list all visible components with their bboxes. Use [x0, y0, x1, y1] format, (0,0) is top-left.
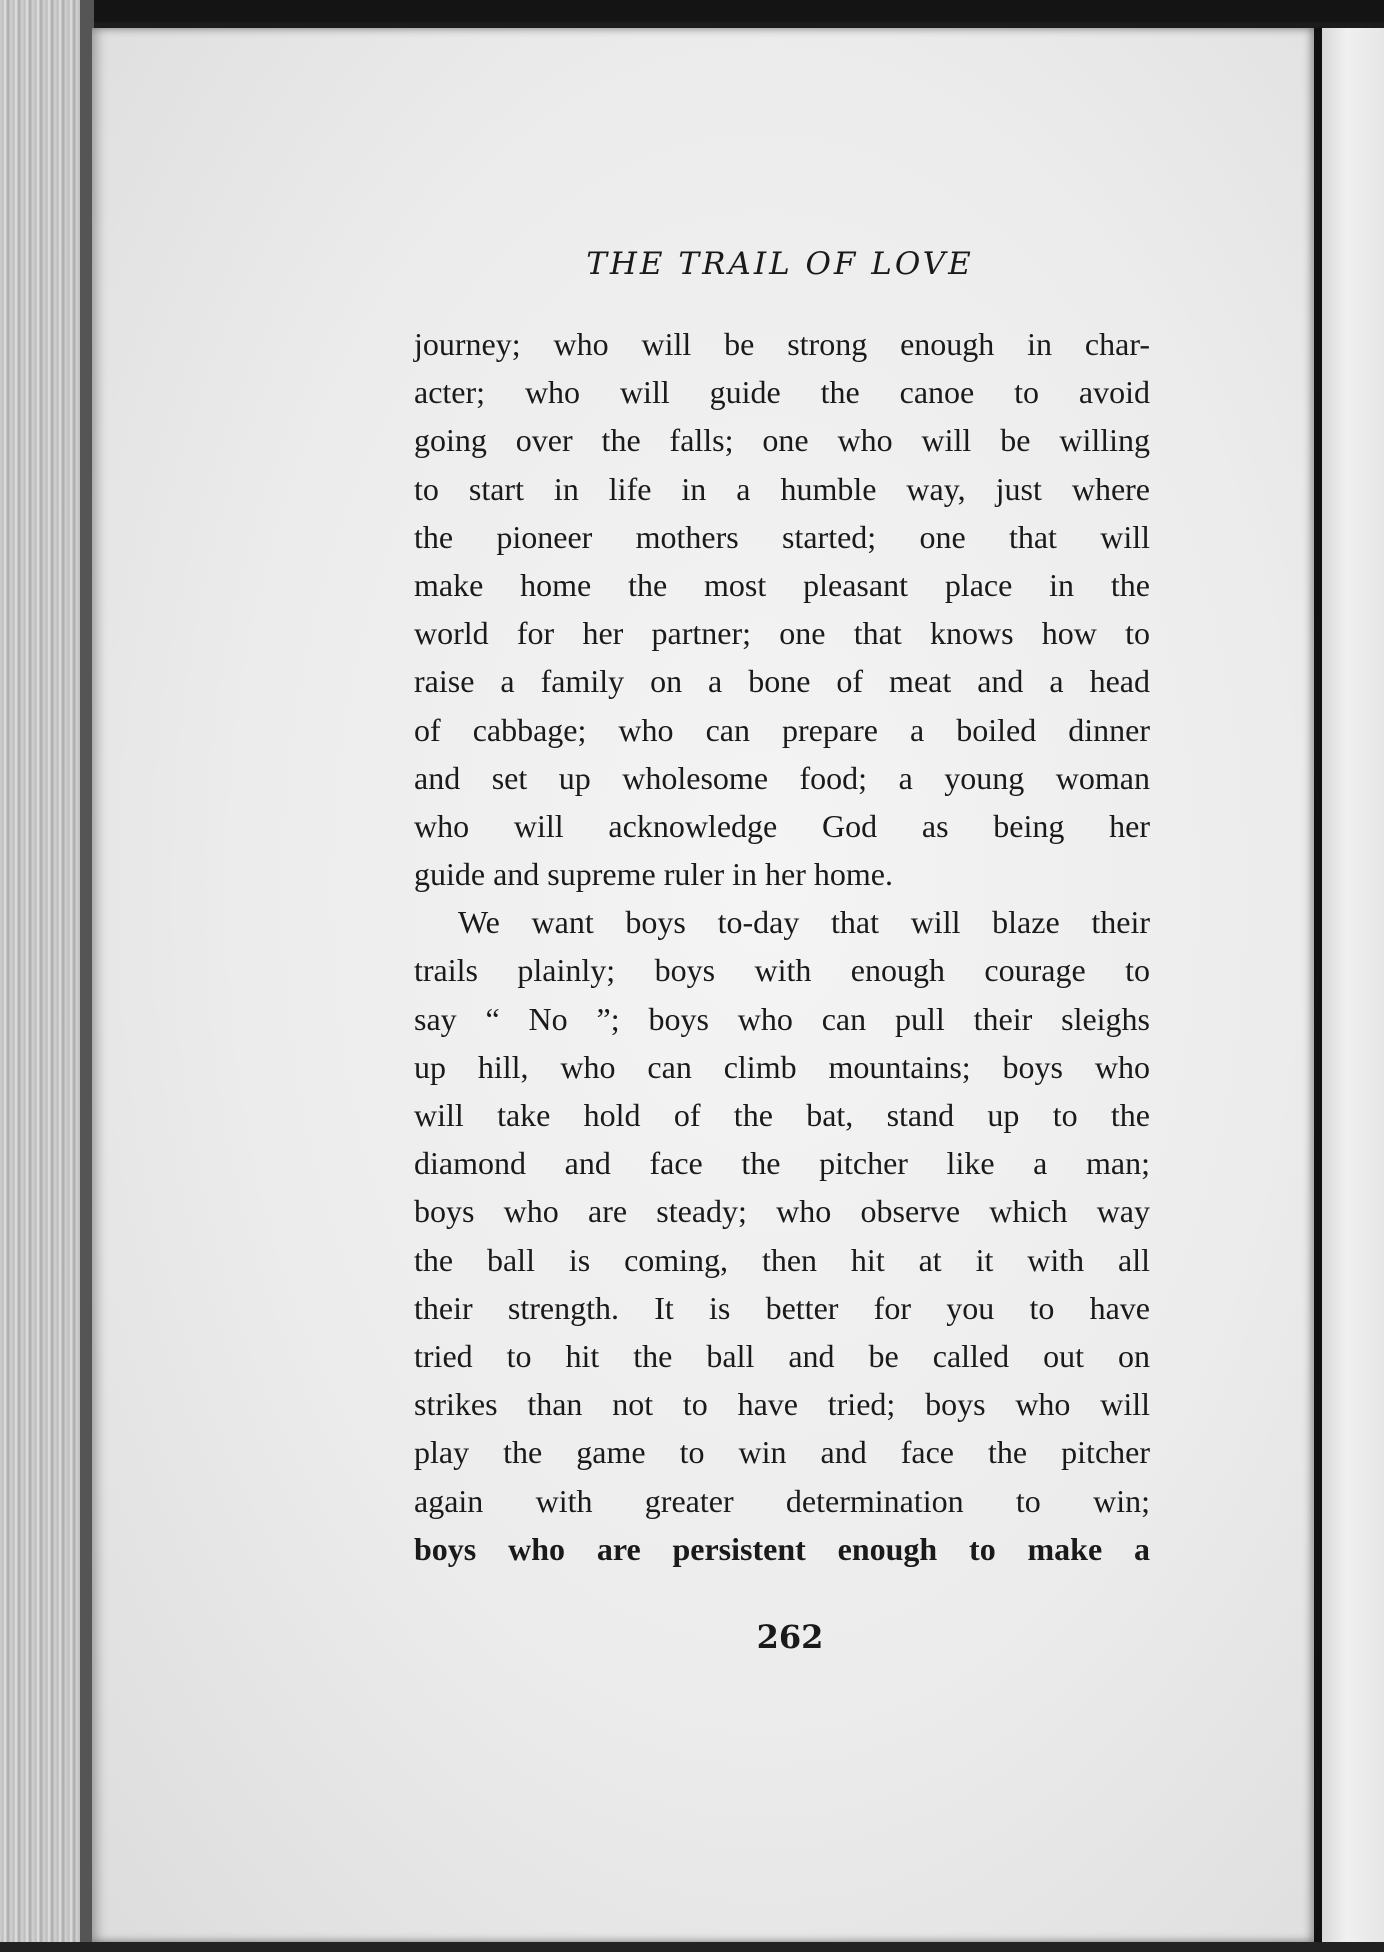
- text-line: to start in life in a humble way, just where: [414, 470, 1150, 507]
- text-line: going over the falls; one who will be willing: [414, 422, 1150, 459]
- text-line: will take hold of the bat, stand up to the: [414, 1097, 1150, 1133]
- text-line: trails plainly; boys with enough courage to: [414, 952, 1150, 989]
- text-line: again with greater determination to win;: [414, 1482, 1150, 1519]
- text-line: of cabbage; who can prepare a boiled dinner: [414, 711, 1150, 748]
- text-line: and set up wholesome food; a young woman: [414, 759, 1150, 796]
- text-line: boys who are persistent enough to make a: [414, 1530, 1150, 1567]
- body-text: [414, 320, 1150, 1573]
- text-line: world for her partner; one that knows how to: [414, 615, 1150, 652]
- text-line: strikes than not to have tried; boys who will: [414, 1386, 1150, 1423]
- text-line: up hill, who can climb mountains; boys who: [414, 1048, 1150, 1085]
- facing-page-edge: [1322, 28, 1384, 1942]
- text-line: raise a family on a bone of meat and a head: [414, 663, 1150, 700]
- scan-bottom-border: [0, 1942, 1384, 1952]
- text-line: who will acknowledge God as being her: [414, 807, 1150, 844]
- text-line: boys who are steady; who observe which way: [414, 1193, 1150, 1230]
- text-line: play the game to win and face the pitcher: [414, 1434, 1150, 1471]
- text-line: tried to hit the ball and be called out on: [414, 1337, 1150, 1374]
- page-gutter-shadow: [1314, 28, 1322, 1948]
- text-line: diamond and face the pitcher like a man;: [414, 1145, 1150, 1182]
- text-line: say “ No ”; boys who can pull their sleighs: [414, 1000, 1150, 1037]
- text-line: journey; who will be strong enough in char-: [414, 326, 1150, 362]
- scan-top-border: [0, 0, 1384, 22]
- text-line: We want boys to-day that will blaze their: [458, 904, 1150, 941]
- text-line: guide and supreme ruler in her home.: [414, 856, 893, 893]
- running-head: THE TRAIL OF LOVE: [586, 246, 974, 282]
- text-line: their strength. It is better for you to have: [414, 1289, 1150, 1326]
- text-line: make home the most pleasant place in the: [414, 566, 1150, 603]
- book-page-edges: [0, 0, 92, 1952]
- page-number: 262: [756, 1618, 824, 1656]
- text-line: the ball is coming, then hit at it with all: [414, 1241, 1150, 1278]
- text-line: the pioneer mothers started; one that will: [414, 518, 1150, 555]
- text-line: acter; who will guide the canoe to avoid: [414, 374, 1150, 411]
